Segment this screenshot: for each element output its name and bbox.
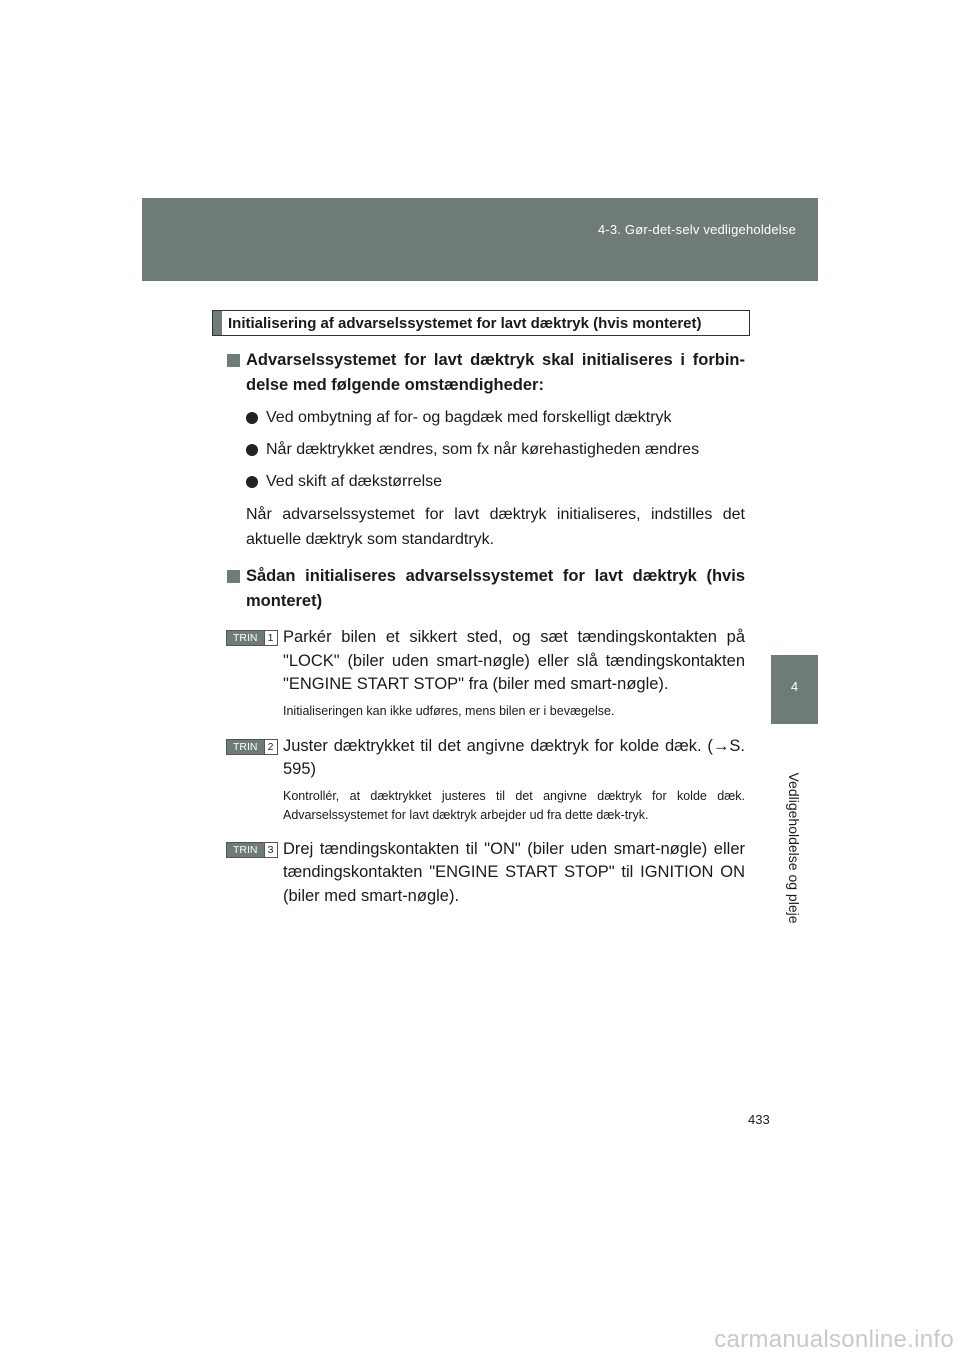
step-3 xyxy=(226,838,745,909)
circle-bullet-icon xyxy=(246,476,258,488)
chapter-side-tab xyxy=(771,655,818,724)
main-content xyxy=(227,348,745,908)
step-note: Kontrollér, at dæktrykket justeres til det angivne dæktryk for kolde dæk. Advarselssystemet for lavt dæktryk arbejder ud fra dette dæk-tryk. xyxy=(283,788,745,822)
section-title: Initialisering af advarselssystemet for lavt dæktryk (hvis monteret) xyxy=(228,314,702,332)
section-title-marker xyxy=(213,311,222,335)
step-1 xyxy=(226,626,745,721)
chapter-number: 4 xyxy=(790,679,799,694)
step-badge-number: 3 xyxy=(264,843,277,857)
list-item: Når dæktrykket ændres, som fx når kørehastigheden ændres xyxy=(227,437,745,462)
section-title-box xyxy=(212,310,750,336)
list-item: Ved skift af dækstørrelse xyxy=(227,469,745,494)
step-badge xyxy=(226,739,278,755)
step-badge-number: 1 xyxy=(264,631,277,645)
step-2 xyxy=(226,735,745,825)
block1-heading: Advarselssystemet for lavt dæktryk skal initialiseres i forbin-delse med følgende omstændigheder: xyxy=(227,348,745,398)
step-badge-label: TRIN xyxy=(227,631,264,645)
step-badge-number: 2 xyxy=(264,740,277,754)
circle-bullet-icon xyxy=(246,412,258,424)
chapter-header-band xyxy=(142,198,818,281)
step-note: Initialiseringen kan ikke udføres, mens bilen er i bevægelse. xyxy=(283,703,615,718)
circle-bullet-icon xyxy=(246,444,258,456)
step-text: Juster dæktrykket til det angivne dæktryk for kolde dæk. (→S. 595) xyxy=(283,736,745,778)
step-badge-label: TRIN xyxy=(227,740,264,754)
list-item: Ved ombytning af for- og bagdæk med forskelligt dæktryk xyxy=(227,405,745,430)
step-badge xyxy=(226,630,278,646)
step-text: Drej tændingskontakten til "ON" (biler uden smart-nøgle) eller tændingskontakten "ENGINE START STOP" til IGNITION ON (biler med smart-nøgle). xyxy=(283,839,745,905)
block2-heading: Sådan initialiseres advarselssystemet for lavt dæktryk (hvis monteret) xyxy=(227,564,745,614)
step-text: Parkér bilen et sikkert sted, og sæt tændingskontakten på "LOCK" (biler uden smart-nøgle) eller slå tændingskontakten "ENGINE START STOP" fra (biler med smart-nøgle). xyxy=(283,628,745,693)
step-badge-label: TRIN xyxy=(227,843,264,857)
page-number: 433 xyxy=(748,1112,770,1127)
square-bullet-icon xyxy=(227,570,240,583)
square-bullet-icon xyxy=(227,354,240,367)
chapter-side-label: Vedligeholdelse og pleje xyxy=(786,772,802,924)
watermark: carmanualsonline.info xyxy=(714,1326,954,1353)
block1-paragraph: Når advarselssystemet for lavt dæktryk initialiseres, indstilles det aktuelle dæktryk som standardtryk. xyxy=(246,506,745,548)
chapter-section-label: 4-3. Gør-det-selv vedligeholdelse xyxy=(597,222,796,237)
step-badge xyxy=(226,842,278,858)
